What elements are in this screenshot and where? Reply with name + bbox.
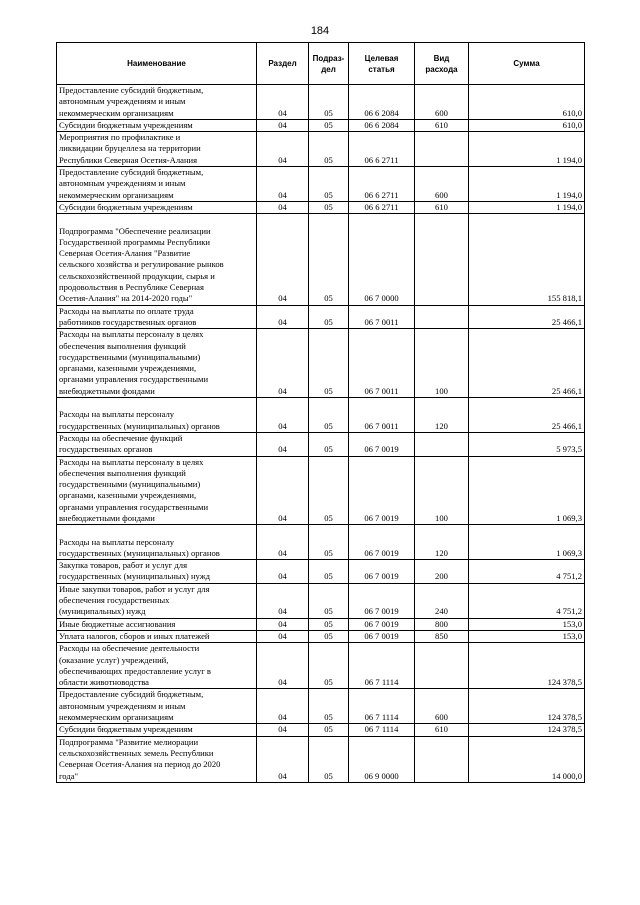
table-row <box>57 560 585 584</box>
cell-type: 850 <box>415 630 469 642</box>
cell-sum: 1 194,0 <box>469 167 585 202</box>
cell-subsection: 05 <box>309 525 349 560</box>
cell-sum: 610,0 <box>469 119 585 131</box>
cell-name: Предоставление субсидий бюджетным, автономным учреждениям и иным некоммерческим организациям <box>57 85 257 120</box>
cell-section: 04 <box>257 525 309 560</box>
cell-section: 04 <box>257 583 309 618</box>
cell-section: 04 <box>257 432 309 456</box>
cell-section: 04 <box>257 456 309 525</box>
cell-subsection: 05 <box>309 85 349 120</box>
cell-section: 04 <box>257 689 309 724</box>
cell-target: 06 6 2711 <box>349 167 415 202</box>
table-row <box>57 432 585 456</box>
header-target: Целевая статья <box>349 43 415 85</box>
cell-sum: 4 751,2 <box>469 560 585 584</box>
cell-target: 06 9 0000 <box>349 736 415 782</box>
cell-type <box>415 643 469 689</box>
cell-target: 06 7 0019 <box>349 525 415 560</box>
cell-sum: 1 194,0 <box>469 201 585 213</box>
cell-type: 600 <box>415 85 469 120</box>
cell-name: Расходы на выплаты по оплате труда работников государственных органов <box>57 305 257 329</box>
cell-type <box>415 214 469 305</box>
cell-subsection: 05 <box>309 560 349 584</box>
header-name: Наименование <box>57 43 257 85</box>
cell-target: 06 7 1114 <box>349 724 415 736</box>
cell-target: 06 7 0019 <box>349 618 415 630</box>
cell-type <box>415 132 469 167</box>
cell-name: Расходы на выплаты персоналу государственных (муниципальных) органов <box>57 525 257 560</box>
header-section: Раздел <box>257 43 309 85</box>
cell-sum: 1 194,0 <box>469 132 585 167</box>
table-row <box>57 119 585 131</box>
table-row <box>57 167 585 202</box>
cell-target: 06 7 0011 <box>349 329 415 398</box>
cell-section: 04 <box>257 398 309 433</box>
cell-sum: 153,0 <box>469 618 585 630</box>
cell-name: Предоставление субсидий бюджетным, автономным учреждениям и иным некоммерческим организациям <box>57 689 257 724</box>
table-row <box>57 329 585 398</box>
cell-target: 06 7 0011 <box>349 398 415 433</box>
cell-target: 06 7 0019 <box>349 560 415 584</box>
cell-subsection: 05 <box>309 305 349 329</box>
cell-target: 06 7 0019 <box>349 456 415 525</box>
cell-section: 04 <box>257 724 309 736</box>
cell-sum: 124 378,5 <box>469 643 585 689</box>
table-row <box>57 456 585 525</box>
cell-name: Расходы на выплаты персоналу в целях обеспечения выполнения функций государственными (муниципальными) органами, казенными учреждениями, органами управления государственными внебюджетными фондами <box>57 329 257 398</box>
page-number: 184 <box>310 25 330 37</box>
table-row <box>57 201 585 213</box>
cell-type <box>415 736 469 782</box>
cell-subsection: 05 <box>309 689 349 724</box>
cell-subsection: 05 <box>309 643 349 689</box>
cell-section: 04 <box>257 132 309 167</box>
cell-type <box>415 432 469 456</box>
header-subsection: Подраз- дел <box>309 43 349 85</box>
cell-sum: 5 973,5 <box>469 432 585 456</box>
cell-subsection: 05 <box>309 329 349 398</box>
cell-subsection: 05 <box>309 132 349 167</box>
cell-sum: 153,0 <box>469 630 585 642</box>
cell-type: 200 <box>415 560 469 584</box>
cell-type: 610 <box>415 724 469 736</box>
cell-section: 04 <box>257 329 309 398</box>
cell-subsection: 05 <box>309 398 349 433</box>
cell-subsection: 05 <box>309 167 349 202</box>
cell-type: 100 <box>415 329 469 398</box>
table-row <box>57 214 585 305</box>
cell-name: Иные закупки товаров, работ и услуг для обеспечения государственных (муниципальных) нужд <box>57 583 257 618</box>
cell-name: Уплата налогов, сборов и иных платежей <box>57 630 257 642</box>
cell-name: Субсидии бюджетным учреждениям <box>57 724 257 736</box>
table-row <box>57 398 585 433</box>
cell-type <box>415 305 469 329</box>
cell-name: Расходы на обеспечение функций государственных органов <box>57 432 257 456</box>
cell-name: Расходы на выплаты персоналу в целях обеспечения выполнения функций государственными (муниципальными) органами, казенными учреждениями, органами управления государственными внебюджетными фондами <box>57 456 257 525</box>
cell-target: 06 7 0011 <box>349 305 415 329</box>
cell-type: 120 <box>415 525 469 560</box>
cell-section: 04 <box>257 643 309 689</box>
cell-target: 06 7 1114 <box>349 689 415 724</box>
cell-subsection: 05 <box>309 583 349 618</box>
cell-type: 800 <box>415 618 469 630</box>
cell-target: 06 6 2711 <box>349 201 415 213</box>
cell-target: 06 7 0000 <box>349 214 415 305</box>
cell-name: Субсидии бюджетным учреждениям <box>57 119 257 131</box>
cell-sum: 610,0 <box>469 85 585 120</box>
cell-type: 610 <box>415 201 469 213</box>
cell-sum: 124 378,5 <box>469 724 585 736</box>
cell-name: Закупка товаров, работ и услуг для государственных (муниципальных) нужд <box>57 560 257 584</box>
cell-sum: 4 751,2 <box>469 583 585 618</box>
table-header-row <box>57 43 585 85</box>
cell-sum: 124 378,5 <box>469 689 585 724</box>
cell-name: Расходы на обеспечение деятельности (оказание услуг) учреждений, обеспечивающих предоставление услуг в области животноводства <box>57 643 257 689</box>
cell-section: 04 <box>257 119 309 131</box>
header-type: Вид расхода <box>415 43 469 85</box>
cell-subsection: 05 <box>309 724 349 736</box>
cell-name: Иные бюджетные ассигнования <box>57 618 257 630</box>
cell-target: 06 7 0019 <box>349 432 415 456</box>
cell-type: 610 <box>415 119 469 131</box>
cell-subsection: 05 <box>309 119 349 131</box>
cell-section: 04 <box>257 167 309 202</box>
cell-sum: 1 069,3 <box>469 456 585 525</box>
cell-name: Мероприятия по профилактике и ликвидации бруцеллеза на территории Республики Северная Осетия-Алания <box>57 132 257 167</box>
budget-table <box>56 42 585 783</box>
cell-sum: 25 466,1 <box>469 398 585 433</box>
table-row <box>57 618 585 630</box>
cell-type: 100 <box>415 456 469 525</box>
cell-subsection: 05 <box>309 630 349 642</box>
table-row <box>57 736 585 782</box>
cell-section: 04 <box>257 85 309 120</box>
cell-target: 06 6 2084 <box>349 119 415 131</box>
cell-subsection: 05 <box>309 456 349 525</box>
cell-target: 06 7 0019 <box>349 630 415 642</box>
cell-subsection: 05 <box>309 214 349 305</box>
cell-section: 04 <box>257 201 309 213</box>
cell-sum: 25 466,1 <box>469 329 585 398</box>
cell-subsection: 05 <box>309 201 349 213</box>
cell-name: Расходы на выплаты персоналу государственных (муниципальных) органов <box>57 398 257 433</box>
cell-section: 04 <box>257 736 309 782</box>
table-row <box>57 525 585 560</box>
cell-sum: 155 818,1 <box>469 214 585 305</box>
cell-target: 06 6 2711 <box>349 132 415 167</box>
table-row <box>57 583 585 618</box>
table-row <box>57 132 585 167</box>
cell-type: 600 <box>415 167 469 202</box>
table-row <box>57 643 585 689</box>
cell-section: 04 <box>257 630 309 642</box>
cell-type: 600 <box>415 689 469 724</box>
cell-subsection: 05 <box>309 736 349 782</box>
cell-subsection: 05 <box>309 618 349 630</box>
cell-target: 06 7 1114 <box>349 643 415 689</box>
cell-type: 240 <box>415 583 469 618</box>
table-row <box>57 630 585 642</box>
cell-name: Подпрограмма "Развитие мелиорации сельскохозяйственных земель Республики Северная Осетия-Алания на период до 2020 года" <box>57 736 257 782</box>
cell-sum: 25 466,1 <box>469 305 585 329</box>
cell-section: 04 <box>257 618 309 630</box>
cell-sum: 14 000,0 <box>469 736 585 782</box>
cell-name: Субсидии бюджетным учреждениям <box>57 201 257 213</box>
table-row <box>57 85 585 120</box>
cell-subsection: 05 <box>309 432 349 456</box>
cell-target: 06 6 2084 <box>349 85 415 120</box>
cell-section: 04 <box>257 305 309 329</box>
cell-name: Предоставление субсидий бюджетным, автономным учреждениям и иным некоммерческим организациям <box>57 167 257 202</box>
cell-target: 06 7 0019 <box>349 583 415 618</box>
cell-section: 04 <box>257 560 309 584</box>
table-row <box>57 724 585 736</box>
header-sum: Сумма <box>469 43 585 85</box>
cell-section: 04 <box>257 214 309 305</box>
table-row <box>57 689 585 724</box>
cell-sum: 1 069,3 <box>469 525 585 560</box>
table-row <box>57 305 585 329</box>
cell-name: Подпрограмма "Обеспечение реализации Государственной программы Республики Северная Осетия-Алания "Развитие сельского хозяйства и регулирование рынков сельскохозяйственной продукции, сырья и продовольствия в Республике Северная Осетия-Алания" на 2014-2020 годы" <box>57 214 257 305</box>
cell-type: 120 <box>415 398 469 433</box>
